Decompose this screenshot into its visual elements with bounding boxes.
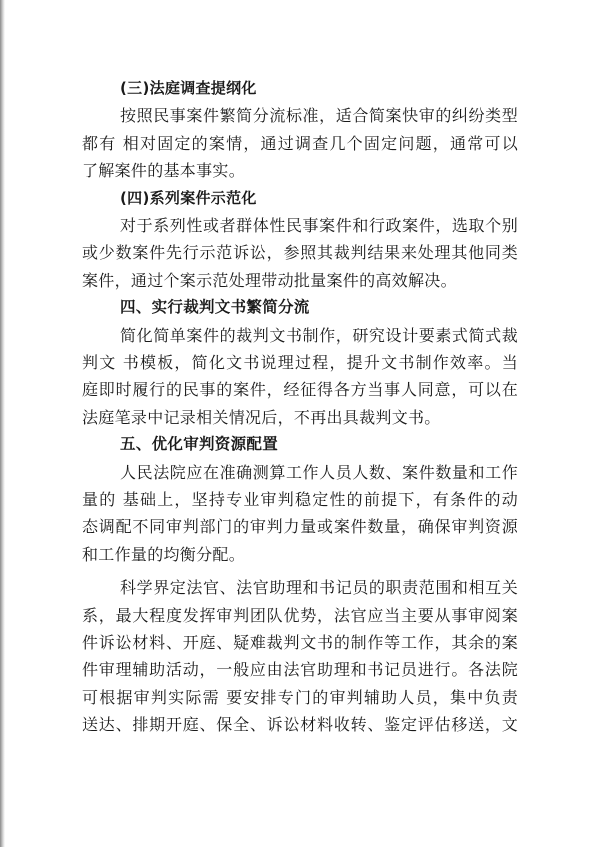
paragraph-line: 件审理辅助活动，一般应由法官助理和书记员进行。各法院	[82, 660, 518, 680]
paragraph-line: 系，最大程度发挥审判团队优势，法官应当主要从事审阅案	[82, 605, 518, 625]
paragraph-line: 或少数案件先行示范诉讼，参照其裁判结果来处理其他同类	[82, 243, 518, 263]
paragraph-line: 案件，通过个案示范处理带动批量案件的高效解决。	[82, 270, 457, 290]
paragraph-line: 简化简单案件的裁判文书制作，研究设计要素式简式裁	[120, 325, 518, 345]
paragraph-line: 送达、排期开庭、保全、诉讼材料收转、鉴定评估移送，文	[82, 715, 518, 735]
subheading-3: (三)法庭调查提纲化	[120, 79, 257, 97]
subheading-4: (四)系列案件示范化	[120, 188, 257, 207]
paragraph-line: 人民法院应在准确测算工作人员人数、案件数量和工作	[120, 462, 518, 482]
paragraph-line: 按照民事案件繁简分流标准，适合简案快审的纠纷类型	[120, 106, 518, 126]
paragraph-line: 件诉讼材料、开庭、疑难裁判文书的制作等工作，其余的案	[82, 632, 518, 652]
scan-edge-shadow	[0, 0, 5, 847]
paragraph-line: 和工作量的均衡分配。	[82, 544, 246, 564]
paragraph-line: 了解案件的基本事实。	[82, 161, 246, 181]
paragraph-line: 判文 书模板，简化文书说理过程，提升文书制作效率。当	[82, 352, 518, 372]
paragraph-line: 态调配不同审判部门的审判力量或案件数量，确保审判资源	[82, 517, 518, 537]
section-heading-4: 四、实行裁判文书繁简分流	[120, 298, 310, 317]
paragraph-line: 科学界定法官、法官助理和书记员的职责范围和相互关	[120, 578, 518, 598]
paragraph-line: 法庭笔录中记录相关情况后，不再出具裁判文书。	[82, 407, 441, 427]
paragraph-line: 庭即时履行的民事的案件，经征得各方当事人同意，可以在	[82, 380, 518, 400]
paragraph-line: 对于系列性或者群体性民事案件和行政案件，选取个别	[120, 216, 518, 235]
section-heading-5: 五、优化审判资源配置	[120, 435, 279, 454]
paragraph-line: 量的 基础上，坚持专业审判稳定性的前提下，有条件的动	[82, 489, 518, 509]
document-body	[82, 75, 518, 739]
paragraph-line: 可根据审判实际需 要安排专门的审判辅助人员，集中负责	[82, 687, 518, 707]
paragraph-line: 都有 相对固定的案情，通过调查几个固定问题，通常可以	[82, 133, 518, 153]
